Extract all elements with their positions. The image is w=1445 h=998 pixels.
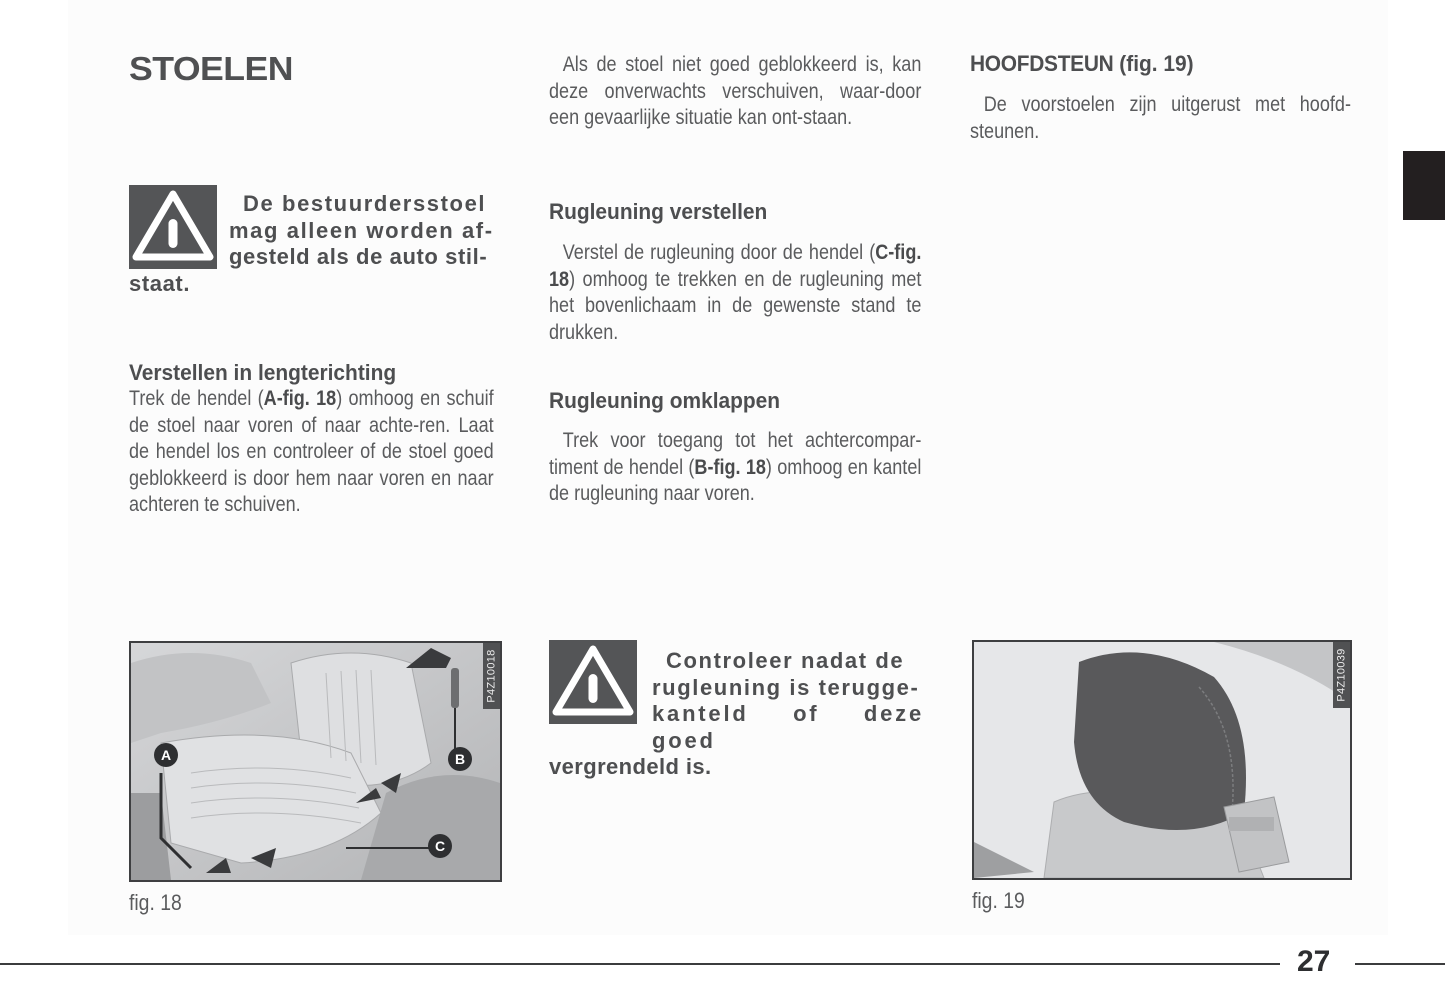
headrest-illustration	[974, 642, 1350, 878]
paragraph-backrest-fold: Trek voor toegang tot het achtercompar-timent de hendel (B-fig. 18) omhoog en kantel de rugleuning naar voren.	[549, 429, 922, 505]
heading-backrest-fold: Rugleuning omklappen	[549, 388, 781, 413]
figure-reference: B-fig. 18	[694, 455, 766, 479]
page-title: STOELEN	[129, 50, 293, 87]
warning-line: Controleer nadat de	[666, 648, 905, 673]
figure-19-headrest-image	[972, 640, 1352, 880]
seat-illustration	[131, 643, 500, 880]
paragraph-longitudinal-adjust: Trek de hendel (A-fig. 18) omhoog en schuif de stoel naar voren of naar achte-ren. Laat de hendel los en controleer of de stoel goed geblokkeerd is door hem naar voren en naar achteren te schuiven.	[129, 387, 494, 516]
footer-rule-left	[0, 963, 1280, 965]
figure-reference: A-fig. 18	[263, 387, 337, 410]
figure-19-caption: fig. 19	[972, 888, 1025, 913]
paragraph-backrest-adjust: Verstel de rugleuning door de hendel (C-fig. 18) omhoog te trekken en de rugleuning met het bovenlichaam in de gewenste stand te drukken.	[549, 241, 922, 344]
figure-18-caption: fig. 18	[129, 890, 182, 915]
warning-triangle-icon	[129, 185, 217, 269]
warning-line: kanteld of deze goed	[652, 701, 924, 753]
warning-line: De bestuurdersstoel	[243, 191, 487, 216]
warning-line: mag alleen worden af-	[229, 217, 494, 243]
footer-rule-right	[1355, 963, 1445, 965]
svg-text:A: A	[160, 747, 172, 763]
warning-block-seat-adjust	[129, 185, 502, 297]
heading-headrest: HOOFDSTEUN (fig. 19)	[970, 51, 1194, 76]
figure-code: P4Z10018	[483, 643, 500, 709]
paragraph-headrest: De voorstoelen zijn uitgerust met hoofd-steunen.	[970, 93, 1351, 143]
warning-block-backrest-lock	[549, 640, 924, 781]
figure-18-seat-image	[129, 641, 502, 882]
warning-line: rugleuning is terugge-	[652, 674, 920, 700]
svg-text:C: C	[434, 838, 446, 854]
svg-text:B: B	[454, 751, 466, 767]
page-number: 27	[1297, 945, 1331, 978]
heading-longitudinal-adjust: Verstellen in lengterichting	[129, 360, 397, 385]
paragraph-blocking-warning: Als de stoel niet goed geblokkeerd is, kan deze onverwachts verschuiven, waar-door een gevaarlijke situatie kan ont-staan.	[549, 53, 922, 129]
figure-code: P4Z10039	[1333, 642, 1350, 708]
warning-triangle-icon	[549, 640, 637, 724]
figure-reference: C-fig. 18	[549, 241, 922, 291]
warning-line: gesteld als de auto stil-	[229, 244, 488, 269]
section-thumb-tab	[1403, 151, 1445, 220]
warning-line: vergrendeld is.	[549, 754, 712, 779]
heading-backrest-adjust: Rugleuning verstellen	[549, 199, 768, 224]
warning-line: staat.	[129, 270, 191, 296]
